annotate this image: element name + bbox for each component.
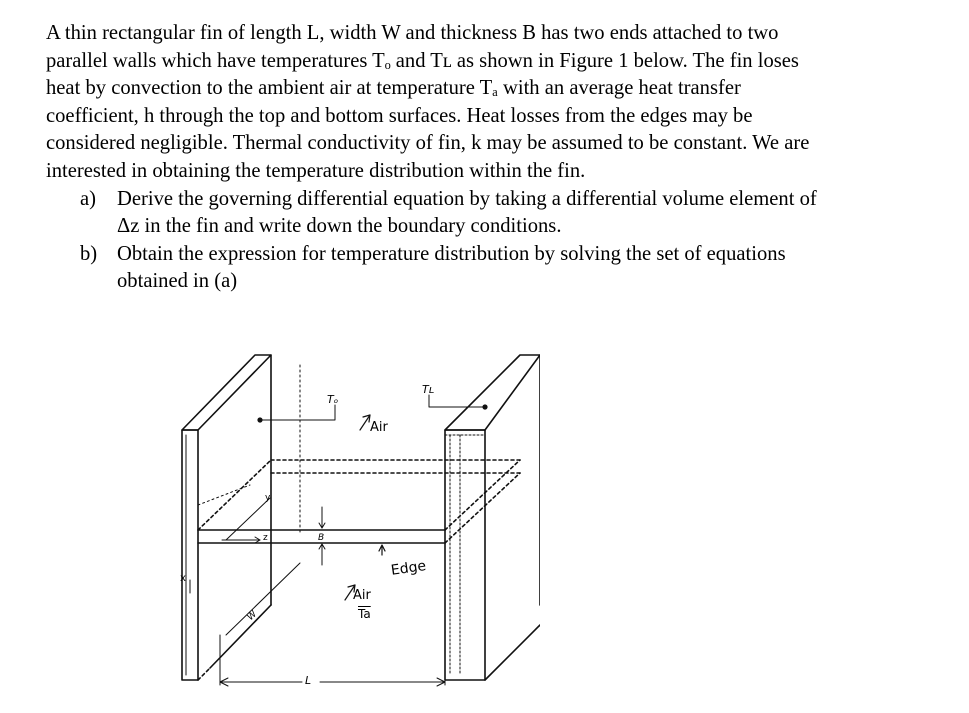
part-marker: a) — [80, 187, 96, 210]
part-line: Obtain the expression for temperature distribution by solving the set of equations — [117, 242, 786, 265]
part-marker: b) — [80, 242, 98, 265]
problem-statement — [46, 20, 946, 296]
label-z: z — [263, 533, 268, 543]
left-wall — [182, 355, 271, 680]
part-line: Derive the governing differential equation by taking a differential volume element of — [117, 187, 817, 210]
fin-drawing — [160, 335, 540, 695]
label-tl: Tʟ — [422, 383, 435, 396]
label-w: W — [245, 609, 260, 623]
question-parts — [46, 186, 946, 296]
intro-line: parallel walls which have temperatures Tₒ and Tʟ as shown in Figure 1 below. The fin loses — [46, 49, 799, 72]
intro-line: interested in obtaining the temperature distribution within the fin. — [46, 159, 586, 182]
intro-line: coefficient, h through the top and bottom surfaces. Heat losses from the edges may be — [46, 104, 753, 127]
question-part-a — [46, 186, 946, 241]
air-arrows — [345, 415, 385, 600]
width-dimension — [226, 563, 300, 635]
label-ta: $\overline{Ta}$ — [358, 607, 371, 621]
intro-line: heat by convection to the ambient air at temperature Tₐ with an average heat transfer — [46, 77, 741, 100]
label-y: y — [265, 493, 271, 503]
intro-line: considered negligible. Thermal conductivity of fin, k may be assumed to be constant. We are — [46, 132, 810, 155]
length-dimension — [220, 635, 445, 686]
label-air-bottom: Air — [353, 588, 371, 603]
fin-body — [198, 365, 520, 605]
part-line: obtained in (a) — [117, 270, 238, 293]
figure-1-fin-diagram — [160, 335, 540, 695]
label-t0: Tₒ — [327, 393, 339, 406]
label-l: L — [305, 674, 312, 687]
temperature-leaders — [258, 395, 487, 422]
question-part-b — [46, 241, 946, 296]
label-edge: Edge — [390, 558, 428, 579]
label-air-top: Air — [370, 420, 388, 435]
intro-line: A thin rectangular fin of length L, width W and thickness B has two ends attached to two — [46, 22, 779, 44]
intro-paragraph — [46, 20, 946, 186]
label-x: x — [180, 573, 186, 584]
label-b: B — [318, 533, 325, 543]
axis-arrows — [190, 498, 270, 593]
part-line: Δz in the fin and write down the boundary conditions. — [117, 215, 562, 238]
